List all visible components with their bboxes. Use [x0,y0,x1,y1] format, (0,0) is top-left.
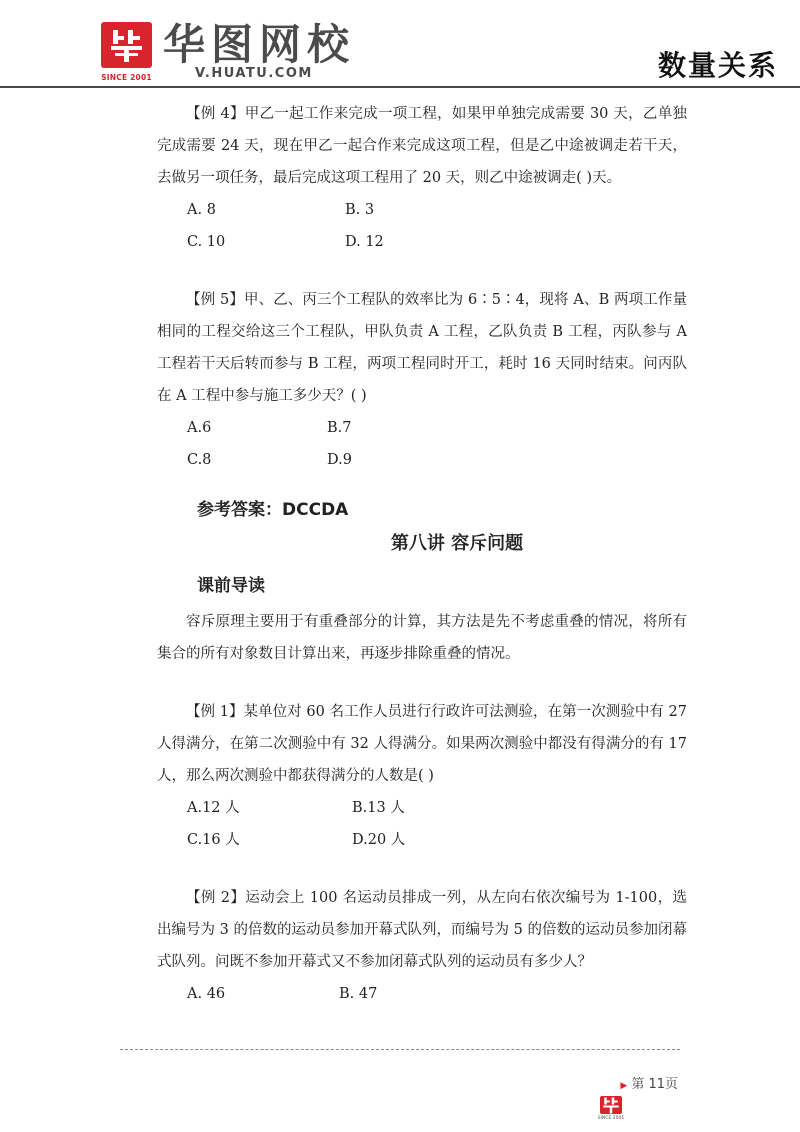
triangle-right-icon: ▶ [620,1081,628,1091]
intro-paragraph: 容斥原理主要用于有重叠部分的计算，其方法是先不考虑重叠的情况，将所有集合的所有对象数目计算出来，再逐步排除重叠的情况。 [157,614,687,662]
example-5-options-row-2 [187,444,687,476]
huatu-logo-icon [101,22,152,68]
spacer [157,856,687,882]
example-4-question: 【例 4】甲乙一起工作来完成一项工程，如果甲单独完成需要 30 天，乙单独完成需要 24 天，现在甲乙一起合作来完成这项工程，但是乙中途被调走若干天，去做另一项任务，最后完成这项工程用了 20 天，则乙中途被调走( )天。 [157,106,687,186]
example-4-options-row-2 [187,226,687,258]
option-a: A. 46 [187,986,226,1002]
page-number [620,1073,678,1092]
topic-title: 数量关系 [657,49,778,82]
option-c: C.16 人 [187,832,240,848]
example-2-question: 【例 2】运动会上 100 名运动员排成一列，从左向右依次编号为 1-100，选出编号为 3 的倍数的运动员参加开幕式队列，而编号为 5 的倍数的运动员参加闭幕式队列。问既不参加开幕式又不参加闭幕式队列的运动员有多少人？ [157,890,687,970]
brand-name: 华图网校 [163,20,356,69]
example-1-question: 【例 1】某单位对 60 名工作人员进行行政许可法测验，在第一次测验中有 27 人得满分，在第二次测验中有 32 人得满分。如果两次测验中都没有得满分的有 17 人，那么两次测验中都获得满分的人数是( ) [157,704,687,784]
option-d: D.20 人 [352,832,406,848]
header-divider [0,86,800,88]
example-1-options-row-1 [187,792,687,824]
option-b: B.13 人 [352,800,405,816]
section-title: 课前导读 [197,576,265,596]
example-1-options-row-2 [187,824,687,856]
option-d: D.9 [327,452,352,468]
footer-since-text: SINCE 2001 [597,1116,625,1121]
logo-since-text: SINCE 2001 [101,73,152,82]
option-b: B. 3 [345,202,375,218]
example-5-options-row-1 [187,412,687,444]
example-2-options-row-1 [187,978,687,1010]
answer-key: 参考答案：DCCDA [197,500,349,520]
brand-url: V.HUATU.COM [195,66,313,81]
spacer [157,476,687,490]
lecture-title: 第八讲 容斥问题 [390,533,524,554]
logo-glyph-icon [109,27,144,63]
option-d: D. 12 [345,234,384,250]
example-4-options-row-1 [187,194,687,226]
footer-divider [120,1049,680,1050]
option-a: A.12 人 [187,800,240,816]
option-a: A.6 [187,420,212,436]
footer-logo-glyph-icon [600,1096,622,1114]
option-b: B. 47 [339,986,378,1002]
page-header [0,0,800,92]
spacer [157,258,687,284]
option-a: A. 8 [187,202,216,218]
footer-logo-icon [600,1096,622,1114]
option-b: B.7 [327,420,352,436]
option-c: C.8 [187,452,212,468]
page-number-label: 第 11页 [631,1077,678,1092]
example-5-question: 【例 5】甲、乙、丙三个工程队的效率比为 6∶5∶4，现将 A、B 两项工作量相同的工程交给这三个工程队，甲队负责 A 工程，乙队负责 B 工程，丙队参与 A 工程若干天后转而参与 B 工程，两项工程同时开工，耗时 16 天同时结束。问丙队在 A 工程中参与施工多少天？( ) [157,292,687,404]
page-content [157,98,687,1010]
option-c: C. 10 [187,234,226,250]
spacer [157,670,687,696]
